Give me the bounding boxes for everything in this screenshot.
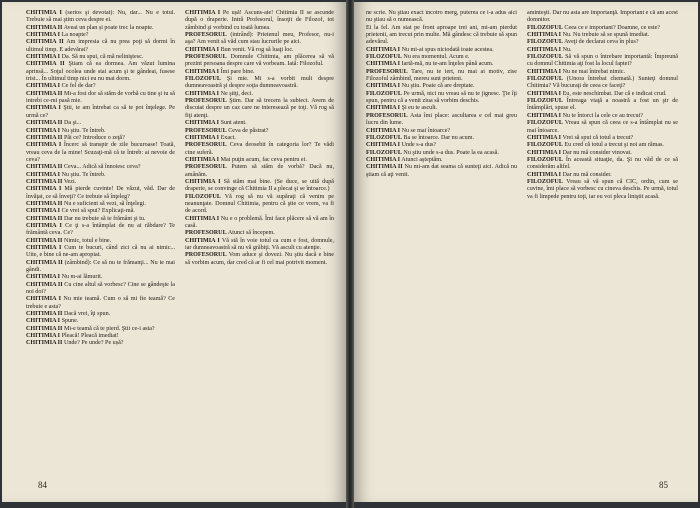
dialogue-line: Ceva de păstrat?	[228, 127, 269, 134]
dialogue-paragraph	[366, 47, 517, 54]
dialogue-line: Nu e o problemă. Îmi face plăcere să vă am în casă.	[185, 215, 334, 229]
dialogue-line: Ba se întoarce. Dar nu acum.	[403, 134, 474, 141]
dialogue-line: Nu mi-am dat seama că sunteţi aici. Adică nu ştiam că aţi venit.	[366, 164, 517, 178]
speaker-name: FILOZOFUL	[527, 24, 563, 31]
dialogue-paragraph	[26, 223, 175, 238]
dialogue-paragraph	[26, 274, 175, 281]
dialogue-paragraph	[527, 150, 678, 157]
speaker-name: CHITIMIA I	[527, 90, 562, 97]
right-column-2	[527, 10, 678, 476]
speaker-name: PROFESORUL	[185, 127, 227, 134]
speaker-name: CHITIMIA I	[527, 68, 562, 75]
left-page	[2, 2, 346, 502]
dialogue-line: Nu ştiu. Te întreb.	[61, 127, 106, 134]
speaker-name: PROFESORUL	[185, 230, 227, 237]
speaker-name: CHITIMIA II	[26, 340, 63, 347]
dialogue-paragraph	[185, 252, 334, 267]
speaker-name: CHITIMIA I	[26, 222, 62, 229]
dialogue-paragraph	[26, 91, 175, 106]
dialogue-line: Păi ce? Introduce o zeţă?	[63, 134, 125, 141]
dialogue-paragraph	[26, 186, 175, 201]
dialogue-line: Pe ușă! Ascuns-ate! Chitimia II se ascunde după o draperie. Intră Profesorul, însoţit de Filozof, tot zâmbind şi vorbind cu toată lumea.	[185, 10, 334, 31]
speaker-name: FILOZOFUL	[527, 156, 563, 163]
dialogue-line: Aveai un plan și poate trec la noapte.	[63, 24, 154, 31]
speaker-name: FILOZOFUL	[527, 142, 563, 149]
dialogue-paragraph	[185, 54, 334, 69]
dialogue-line: Nu mi-ai spus niciodată toate acestea.	[401, 46, 494, 53]
dialogue-line: Spune.	[61, 318, 79, 325]
dialogue-paragraph	[527, 25, 678, 32]
speaker-name: CHITIMIA II	[366, 164, 403, 171]
dialogue-line: Nu se mai întoarce?	[401, 127, 451, 134]
dialogue-paragraph	[26, 83, 175, 90]
dialogue-paragraph	[185, 194, 334, 216]
speaker-name: CHITIMIA I	[26, 127, 61, 134]
dialogue-paragraph	[26, 340, 175, 347]
speaker-name: FILOZOFUL	[366, 149, 402, 156]
dialogue-paragraph	[185, 10, 334, 32]
dialogue-line: Dar nu mă consider.	[562, 171, 612, 178]
dialogue-line: Atunci aşteptăm.	[401, 156, 443, 163]
dialogue-paragraph	[366, 54, 517, 61]
dialogue-paragraph	[527, 76, 678, 91]
dialogue-paragraph	[26, 318, 175, 325]
left-page-number: 84	[38, 480, 47, 490]
dialogue-paragraph	[185, 128, 334, 135]
book-gutter	[346, 0, 354, 508]
dialogue-line: Cu cine altul să vorbesc? Cine se gândeşte la noi doi?	[26, 281, 175, 296]
speaker-name: FILOZOFUL	[527, 54, 563, 61]
speaker-name: CHITIMIA I	[185, 134, 220, 141]
dialogue-line: În această situaţie, da. Şi nu văd de ce să considerăm altfel.	[527, 156, 678, 171]
right-page-number: 85	[659, 480, 668, 490]
dialogue-line: Cum te bucuri, când zici că nu ai nimic... Uite, e bine că ne-am apropiat.	[26, 245, 175, 259]
dialogue-paragraph	[185, 179, 334, 194]
dialogue-line: Dar nu trebuie să te frământ şi tu.	[63, 215, 146, 222]
dialogue-line: (Unora întrebat chemată.) Sunteţi domnul Chitimia? Vă bucuraţi de ceea ce faceţi?	[527, 76, 678, 90]
dialogue-line: Nu m-ai lămurit.	[61, 274, 103, 281]
dialogue-paragraph	[527, 10, 678, 25]
dialogue-paragraph	[366, 157, 517, 164]
dialogue-paragraph	[366, 83, 517, 90]
dialogue-line: Şi mie. Mi s-a vorbit mult despre dumneavoastră şi despre soţia dumneavoastră.	[185, 76, 334, 90]
dialogue-paragraph	[185, 32, 334, 47]
dialogue-line: Nu ne mai întrebat nimic.	[562, 68, 626, 75]
speaker-name: CHITIMIA II	[26, 61, 65, 68]
dialogue-line: Mai puţin acum, fac ceva pentru ei.	[220, 156, 307, 163]
dialogue-paragraph	[366, 25, 517, 47]
speaker-name: CHITIMIA I	[185, 215, 220, 222]
dialogue-paragraph	[26, 172, 175, 179]
speaker-name: FILOZOFUL	[527, 76, 563, 83]
dialogue-paragraph	[366, 135, 517, 142]
speaker-name: CHITIMIA I	[26, 333, 61, 340]
speaker-name: CHITIMIA I	[366, 105, 401, 112]
dialogue-line: Nu ştiu unde s-a dus. Poate la ea acasă.	[403, 149, 499, 156]
speaker-name: FILOZOFUL	[185, 76, 221, 83]
speaker-name: CHITIMIA II	[26, 39, 64, 46]
dialogue-line: Da. Să nu spui, că mă neliniştesc.	[61, 54, 144, 61]
speaker-name: CHITIMIA I	[527, 32, 562, 39]
dialogue-paragraph	[366, 105, 517, 112]
speaker-name: CHITIMIA II	[26, 164, 63, 171]
speaker-name: FILOZOFUL	[527, 178, 563, 185]
dialogue-line: (zâmbind): Ce să nu te frămanţi... Nu te mai gândi.	[26, 259, 175, 274]
speaker-name: CHITIMIA I	[527, 149, 562, 156]
speaker-name: PROFESORUL	[366, 68, 408, 75]
speaker-name: CHITIMIA I	[185, 68, 220, 75]
left-column-2	[185, 10, 334, 476]
speaker-name: FILOZOFUL	[366, 90, 402, 97]
dialogue-line: Vrei să spui că totul a trecut?	[562, 134, 634, 141]
dialogue-paragraph	[26, 10, 175, 25]
dialogue-paragraph	[527, 113, 678, 120]
dialogue-line: Ştii, te am întrebat ca să te pot înţelege. Pe urmă ce?	[26, 105, 175, 119]
dialogue-line: Tare, nu te iert, nu mai ai motiv, zise Filozoful zâmbind, mereu sunt prieteni.	[366, 68, 517, 83]
speaker-name: CHITIMIA I	[185, 46, 220, 53]
speaker-name: CHITIMIA II	[26, 178, 63, 185]
dialogue-paragraph	[26, 120, 175, 127]
dialogue-paragraph	[527, 39, 678, 46]
speaker-name: CHITIMIA I	[366, 127, 401, 134]
dialogue-paragraph	[527, 69, 678, 76]
dialogue-paragraph	[366, 113, 517, 128]
dialogue-line: Vreau să vă spun că CIC, ordin, cum se cuvine, îmi place să vorbesc cu cineva deschis. Pe urmă, totul va fi limpede pentru toţi, iar eu voi pleca liniştit acasă.	[527, 178, 678, 200]
dialogue-line: Ştim. Dar să trecem la subiect. Avem de discutat despre un caz care ne interesează pe toţi. Vă rog să fiţi atenţi.	[185, 98, 334, 119]
dialogue-line: Şi eu te ascult.	[401, 105, 438, 112]
speaker-name: CHITIMIA II	[26, 24, 63, 31]
dialogue-paragraph	[366, 61, 517, 68]
speaker-name: CHITIMIA II	[26, 325, 63, 332]
speaker-name: FILOZOFUL	[527, 98, 563, 105]
dialogue-line: Atunci să începem.	[227, 230, 275, 237]
speaker-name: CHITIMIA II	[26, 120, 63, 127]
dialogue-line: Ceva... Adică să înnoiesc ceva?	[63, 164, 141, 171]
speaker-name: PROFESORUL	[185, 142, 227, 149]
dialogue-line: Eu, este neschimbat. Dar că e indicat crud.	[562, 90, 667, 97]
dialogue-line: Pleacă! Pleacă imediat!	[61, 333, 119, 340]
dialogue-paragraph	[26, 54, 175, 61]
dialogue-line: Încerc să transpir de zile bucuroase! Toată, vreau ceva de la mine! Scuzaţi-mă că te întreb: ai nevoie de ceva?	[26, 142, 175, 163]
dialogue-line: Nu. Nu trebuie să se spună imediat.	[562, 32, 650, 39]
speaker-name: CHITIMIA I	[26, 171, 61, 178]
speaker-name: CHITIMIA I	[527, 134, 562, 141]
speaker-name: CHITIMIA II	[26, 281, 63, 288]
speaker-name: CHITIMIA I	[26, 83, 61, 90]
speaker-name: CHITIMIA I	[185, 90, 220, 97]
dialogue-paragraph	[366, 150, 517, 157]
dialogue-line: Am impresia că nu prea poţi să dormi în ultimul timp. E adevărat?	[26, 39, 175, 53]
speaker-name: CHITIMIA I	[527, 46, 562, 53]
speaker-name: CHITIMIA I	[26, 105, 61, 112]
speaker-name: PROFESORUL	[185, 164, 227, 171]
dialogue-line: Ce vrei să spui? Explicaţi-mă.	[61, 208, 135, 215]
dialogue-paragraph	[26, 39, 175, 54]
speaker-name: CHITIMIA II	[26, 134, 63, 141]
speaker-name: CHITIMIA I	[366, 142, 401, 149]
speaker-name: CHITIMIA I	[185, 178, 221, 185]
speaker-name: CHITIMIA II	[26, 311, 63, 318]
speaker-name: FILOZOFUL	[366, 134, 402, 141]
dialogue-paragraph	[185, 47, 334, 54]
dialogue-line: La noapte?	[61, 32, 89, 39]
left-column-1	[26, 10, 175, 476]
dialogue-line: Putem să stăm de vorbă? Dacă nu, amânăm.	[185, 164, 334, 178]
dialogue-line: Nu ştiu. Poate că are dreptate.	[401, 83, 475, 90]
dialogue-line: Dacă vrei, îţi spun.	[63, 311, 111, 318]
speaker-name: CHITIMIA I	[185, 156, 220, 163]
dialogue-line: Ce fel de dar?	[61, 83, 96, 90]
right-column-1	[366, 10, 517, 476]
dialogue-line: Eu cred că totul a trecut şi noi am rămas.	[564, 142, 664, 149]
dialogue-paragraph	[185, 157, 334, 164]
dialogue-paragraph	[185, 98, 334, 120]
speaker-name: PROFESORUL	[185, 32, 227, 39]
dialogue-line: Dar nu mă consider vinovat.	[562, 149, 632, 156]
dialogue-line: Vă stă în voie totul ca cum e fost, domnule, iar dumneavoastră să nu vă grăbiţi. Vă ascult cu atenţie.	[185, 237, 334, 251]
speaker-name: CHITIMIA I	[26, 54, 61, 61]
dialogue-paragraph	[366, 91, 517, 106]
dialogue-paragraph	[26, 311, 175, 318]
speaker-name: CHITIMIA I	[26, 186, 62, 193]
dialogue-line: Nu mie teamă. Cum o să mi fie teamă? Ce trebuie e asta?	[26, 296, 175, 310]
dialogue-line: Iartă-mă, nu te-am înţeles până acum.	[401, 61, 494, 68]
dialogue-line: Ştiam că ea dormea. Am văzut lumina aprinsă... Soţul ocolea unde stai acum şi te gândeai, fusese trist... În ultimul timp nici eu nu mai dorm.	[26, 61, 175, 83]
dialogue-line: Ne ştiţi, deci.	[220, 90, 254, 97]
dialogue-paragraph	[26, 216, 175, 223]
dialogue-paragraph	[26, 128, 175, 135]
dialogue-paragraph	[26, 238, 175, 245]
dialogue-paragraph	[185, 164, 334, 179]
dialogue-line: Da şi...	[63, 120, 82, 127]
dialogue-line: Vom aduce şi dovezi. Nu ştiu dacă e bine să vorbim acum, dar cred că ar fi cel mai potrivit moment.	[185, 252, 334, 266]
dialogue-line: Unde s-a dus?	[401, 142, 437, 149]
dialogue-line: Asta îmi place: ascultarea e cel mai greu lucru din lume.	[366, 112, 517, 127]
dialogue-line: Întreaga viaţă a noastră a fost un şir de întâmplări, spuse el.	[527, 98, 678, 112]
dialogue-paragraph	[185, 120, 334, 127]
speaker-name: CHITIMIA II	[26, 215, 63, 222]
dialogue-paragraph	[26, 326, 175, 333]
left-page-columns	[26, 10, 334, 476]
speaker-name: CHITIMIA II	[26, 90, 63, 97]
dialogue-paragraph	[366, 10, 517, 25]
dialogue-line: Mi-e teamă că te pierd. Ştii ce-i asta?	[63, 325, 155, 332]
dialogue-paragraph	[527, 47, 678, 54]
speaker-name: CHITIMIA I	[26, 208, 61, 215]
dialogue-line: Îmi pare bine.	[220, 68, 255, 75]
speaker-name: CHITIMIA I	[366, 61, 401, 68]
dialogue-line: Aveţi de declarat ceva în plus?	[564, 39, 639, 46]
dialogue-line: (serios şi devotat): Nu, dar... Nu e totul. Trebuie să mai ştim ceva despre ei.	[26, 10, 175, 24]
dialogue-paragraph	[527, 179, 678, 201]
dialogue-paragraph	[527, 54, 678, 69]
dialogue-paragraph	[366, 69, 517, 84]
speaker-name: CHITIMIA I	[26, 32, 61, 39]
speaker-name: CHITIMIA I	[26, 10, 62, 16]
speaker-name: CHITIMIA I	[26, 274, 61, 281]
dialogue-line: Vă rog să nu vă supăraţi că venim pe neanunţate. Domnul Chitimia, pentru că ştie ce vrem, va fi de acord.	[185, 193, 334, 215]
speaker-name: PROFESORUL	[185, 98, 227, 105]
dialogue-paragraph	[185, 69, 334, 76]
speaker-name: CHITIMIA I	[527, 112, 562, 119]
dialogue-line: Să vă spun o întrebare importantă: Împreună cu domnul Chitimia aţi fost la locul faptei?	[527, 54, 678, 68]
speaker-name: PROFESORUL	[185, 252, 227, 259]
dialogue-paragraph	[185, 76, 334, 91]
speaker-name: CHITIMIA I	[26, 318, 61, 325]
speaker-name: CHITIMIA I	[527, 171, 562, 178]
dialogue-line: Mi-a fost dor să stăm de vorbă cu tine şi tu să intrebi ce-mi pasă mie.	[26, 90, 175, 105]
dialogue-line: Ceea ce e important? Doamne, ce este?	[564, 24, 661, 31]
speaker-name: CHITIMIA I	[366, 83, 401, 90]
dialogue-line: Exact.	[220, 134, 236, 141]
speaker-name: FILOZOFUL	[527, 39, 563, 46]
dialogue-paragraph	[26, 296, 175, 311]
dialogue-paragraph	[185, 230, 334, 237]
right-page-columns	[366, 10, 678, 476]
dialogue-paragraph	[185, 135, 334, 142]
dialogue-paragraph	[26, 260, 175, 275]
dialogue-line: aminteşti. Dar nu asta are importanţă. Important e că am acest domnitor.	[527, 10, 678, 24]
dialogue-line: (intrând): Prietenul meu, Profesor, nu-i aşa? Am venit să văd cum stau lucrurile pe aici.	[185, 32, 334, 46]
dialogue-line: Ce ţi s-a întâmplat de nu ai răbdare? Te frământă ceva. Ce?	[26, 222, 175, 237]
dialogue-paragraph	[26, 179, 175, 186]
dialogue-line: Bun venit. Vă rog să luaţi loc.	[220, 46, 294, 53]
dialogue-paragraph	[26, 201, 175, 208]
dialogue-paragraph	[185, 238, 334, 253]
speaker-name: FILOZOFUL	[366, 54, 402, 61]
dialogue-paragraph	[366, 142, 517, 149]
dialogue-line: Pe urmă, nici nu vreau să nu te jignesc. Ţie îţi spun, pentru că a venit ziua să vorbim deschis.	[366, 90, 517, 105]
dialogue-paragraph	[527, 32, 678, 39]
speaker-name: CHITIMIA I	[366, 46, 401, 53]
dialogue-paragraph	[185, 91, 334, 98]
speaker-name: CHITIMIA I	[185, 237, 220, 244]
speaker-name: FILOZOFUL	[527, 120, 563, 127]
dialogue-paragraph	[26, 282, 175, 297]
speaker-name: CHITIMIA I	[26, 245, 62, 251]
speaker-name: PROFESORUL	[185, 54, 227, 61]
dialogue-line: Nu.	[562, 46, 572, 53]
speaker-name: FILOZOFUL	[185, 193, 221, 200]
dialogue-line: Ei la fel. Am stat pe front aproape trei ani, mi-am pierdut prietenii, am trecut prin multe. Mă gândesc că trebuie să spun adevărul.	[366, 24, 517, 46]
speaker-name: CHITIMIA I	[366, 156, 401, 163]
dialogue-paragraph	[185, 142, 334, 157]
dialogue-paragraph	[185, 216, 334, 231]
dialogue-paragraph	[26, 208, 175, 215]
dialogue-paragraph	[26, 164, 175, 171]
dialogue-paragraph	[26, 61, 175, 83]
dialogue-line: Domnule Chitimia, am plăcerea să vă prezint persoana despre care vă vorbeam. Iată: Filozoful.	[185, 54, 334, 68]
dialogue-line: Unde? Pe unde? Pe ușă?	[63, 340, 124, 347]
dialogue-line: Vreau să spun că ceea ce s-a întâmplat nu se mai întoarce.	[527, 120, 678, 134]
speaker-name: CHITIMIA II	[26, 259, 63, 266]
dialogue-line: Nu era momentul. Acum e.	[403, 54, 470, 61]
dialogue-paragraph	[527, 98, 678, 113]
dialogue-paragraph	[527, 120, 678, 135]
dialogue-line: Să stăm mai bine. (Se duce, se uită după draperie, se convinge că Chitimia II a plecat şi se întoarce.)	[185, 178, 334, 193]
speaker-name: CHITIMIA I	[185, 10, 221, 16]
dialogue-line: Nu te întorci la cele ce au trecut?	[562, 112, 643, 119]
speaker-name: CHITIMIA I	[26, 142, 62, 149]
dialogue-paragraph	[26, 142, 175, 164]
dialogue-line: Vezi.	[63, 178, 77, 185]
speaker-name: CHITIMIA II	[26, 237, 63, 244]
dialogue-paragraph	[527, 142, 678, 149]
dialogue-line: Ceva deosebit în categoria lor? Te vădi cine suferă.	[185, 142, 334, 156]
speaker-name: CHITIMIA I	[26, 296, 61, 303]
dialogue-paragraph	[26, 245, 175, 260]
dialogue-line: Mă pierde cuvinte! De văzut, văd. Dar de învăţat, ce să înveţi? Ce trebuie să înţeleg?	[26, 186, 175, 200]
dialogue-paragraph	[366, 164, 517, 179]
dialogue-paragraph	[26, 105, 175, 120]
dialogue-paragraph	[366, 128, 517, 135]
speaker-name: PROFESORUL	[366, 112, 408, 119]
dialogue-paragraph	[527, 157, 678, 172]
dialogue-line: ne scrie. Nu ştiau exact încotro merg, puterea ce i-a adus aici nu ştiau să o numească.	[366, 10, 517, 24]
right-page	[354, 2, 698, 502]
dialogue-line: Nimic, totul e bine.	[63, 237, 112, 244]
dialogue-line: Nu e suficient să vezi, să înţelegi.	[63, 200, 146, 207]
dialogue-line: Nu ştiu. Te întreb.	[61, 171, 106, 178]
dialogue-paragraph	[26, 32, 175, 39]
speaker-name: CHITIMIA I	[185, 120, 220, 127]
speaker-name: CHITIMIA II	[26, 200, 63, 207]
dialogue-paragraph	[527, 135, 678, 142]
dialogue-paragraph	[26, 333, 175, 340]
dialogue-paragraph	[527, 172, 678, 179]
dialogue-paragraph	[26, 25, 175, 32]
dialogue-line: Sunt atent.	[220, 120, 247, 127]
